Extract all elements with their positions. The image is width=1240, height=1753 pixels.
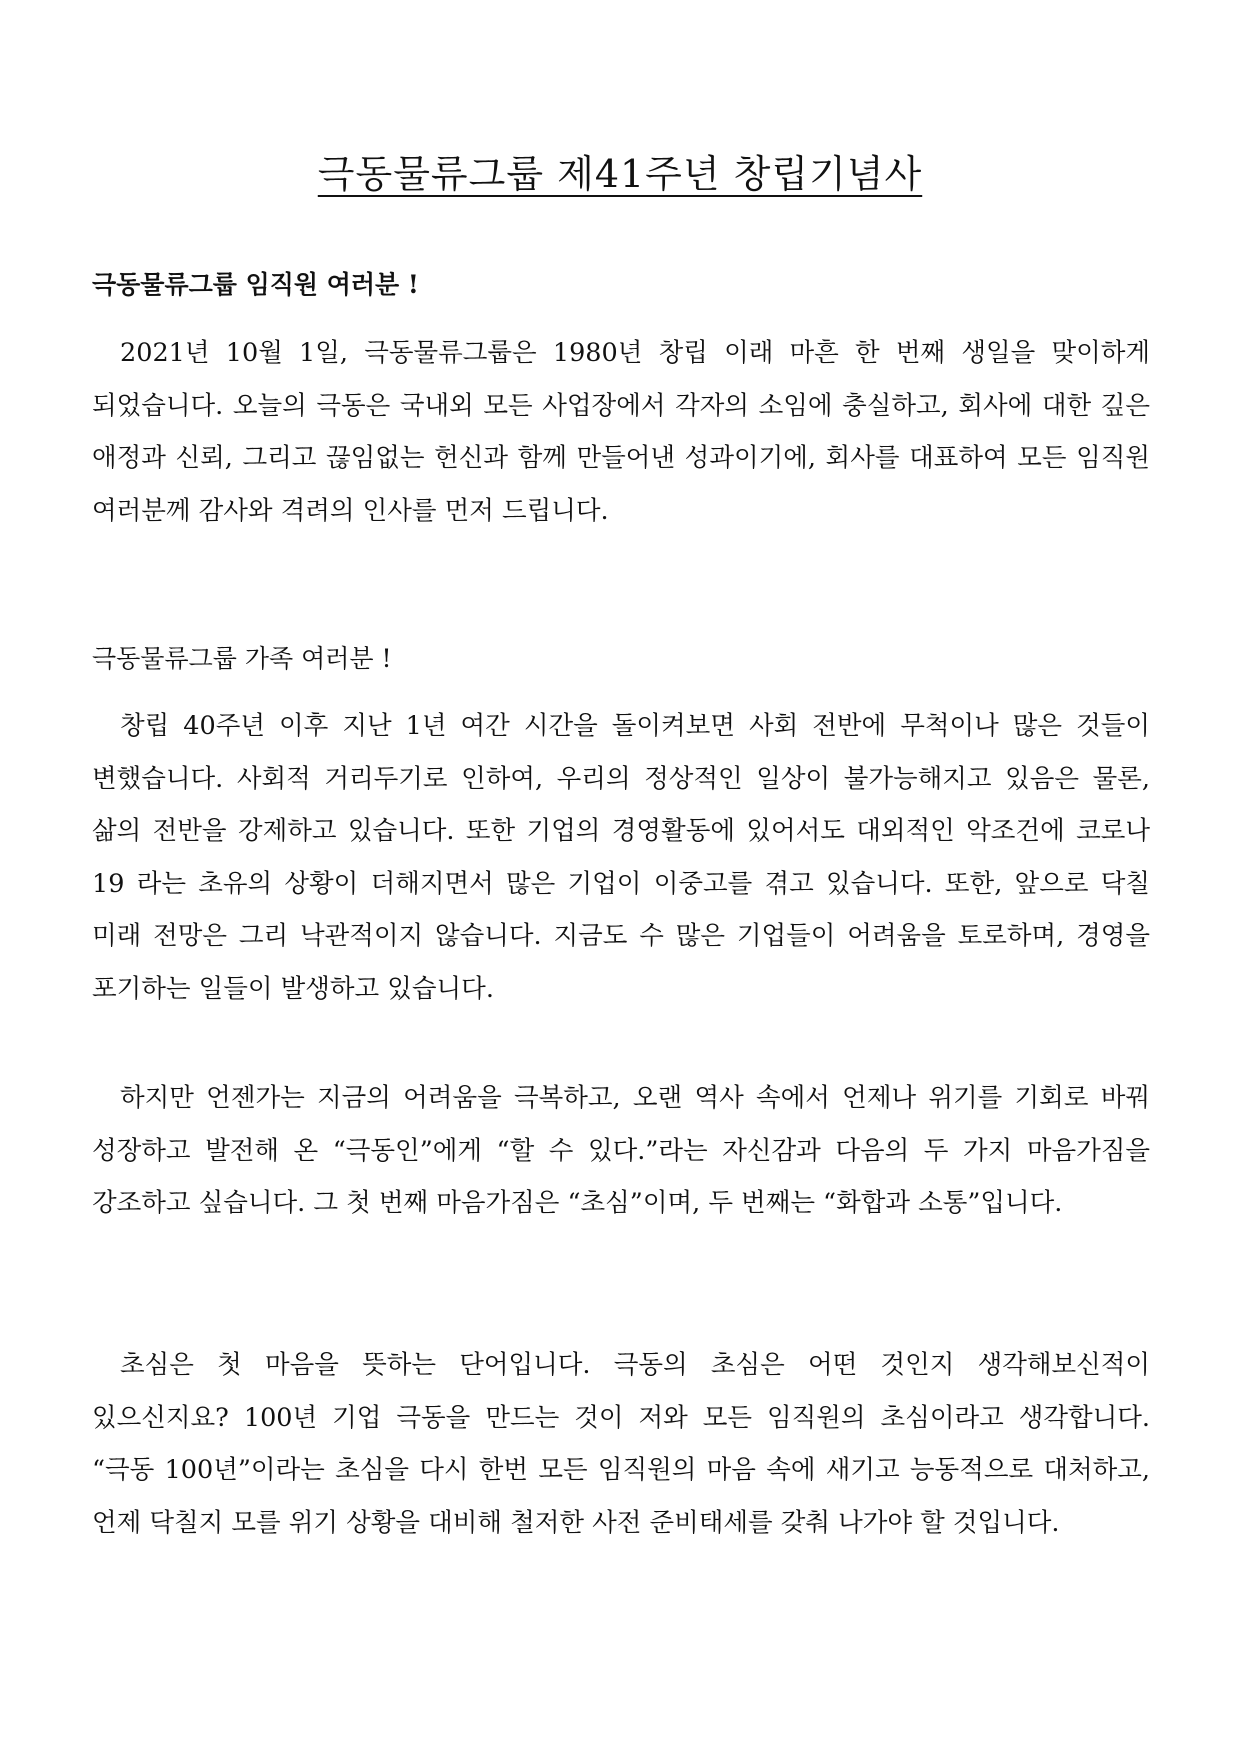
paragraph-past-year: 창립 40주년 이후 지난 1년 여간 시간을 돌이켜보면 사회 전반에 무척이나 많은 것들이 변했습니다. 사회적 거리두기로 인하여, 우리의 정상적인 일상이 불가능해지고 있음은 물론, 삶의 전반을 강제하고 있습니다. 또한 기업의 경영활동에 있어서도 대외적인 악조건에 코로나 19 라는 초유의 상황이 더해지면서 많은 기업이 이중고를 겪고 있습니다. 또한, 앞으로 닥칠 미래 전망은 그리 낙관적이지 않습니다. 지금도 수 많은 기업들이 어려움을 토로하며, 경영을 포기하는 일들이 발생하고 있습니다.: [92, 711, 1150, 1004]
paragraph-first-mind: 초심은 첫 마음을 뜻하는 단어입니다. 극동의 초심은 어떤 것인지 생각해보신적이 있으신지요? 100년 기업 극동을 만드는 것이 저와 모든 임직원의 초심이라고 생각합니다. “극동 100년”이라는 초심을 다시 한번 모든 임직원의 마음 속에 새기고 능동적으로 대처하고, 언제 닥칠지 모를 위기 상황을 대비해 철저한 사전 준비태세를 갖춰 나가야 할 것입니다.: [92, 1350, 1150, 1538]
page-title: [0, 143, 1240, 198]
salutation-employees: 극동물류그룹 임직원 여러분 !: [92, 270, 419, 299]
paragraph-mindset: 하지만 언젠가는 지금의 어려움을 극복하고, 오랜 역사 속에서 언제나 위기를 기회로 바꿔 성장하고 발전해 온 “극동인”에게 “할 수 있다.”라는 자신감과 다음의 두 가지 마음가짐을 강조하고 싶습니다. 그 첫 번째 마음가짐은 “초심”이며, 두 번째는 “화합과 소통”입니다.: [92, 1083, 1150, 1218]
page-title-text: 극동물류그룹 제41주년 창립기념사: [317, 152, 923, 196]
salutation-family: 극동물류그룹 가족 여러분 !: [92, 644, 392, 673]
paragraph-anniversary-greeting: 2021년 10월 1일, 극동물류그룹은 1980년 창립 이래 마흔 한 번째 생일을 맞이하게 되었습니다. 오늘의 극동은 국내외 모든 사업장에서 각자의 소임에 충실하고, 회사에 대한 깊은 애정과 신뢰, 그리고 끊임없는 헌신과 함께 만들어낸 성과이기에, 회사를 대표하여 모든 임직원 여러분께 감사와 격려의 인사를 먼저 드립니다.: [92, 338, 1150, 526]
